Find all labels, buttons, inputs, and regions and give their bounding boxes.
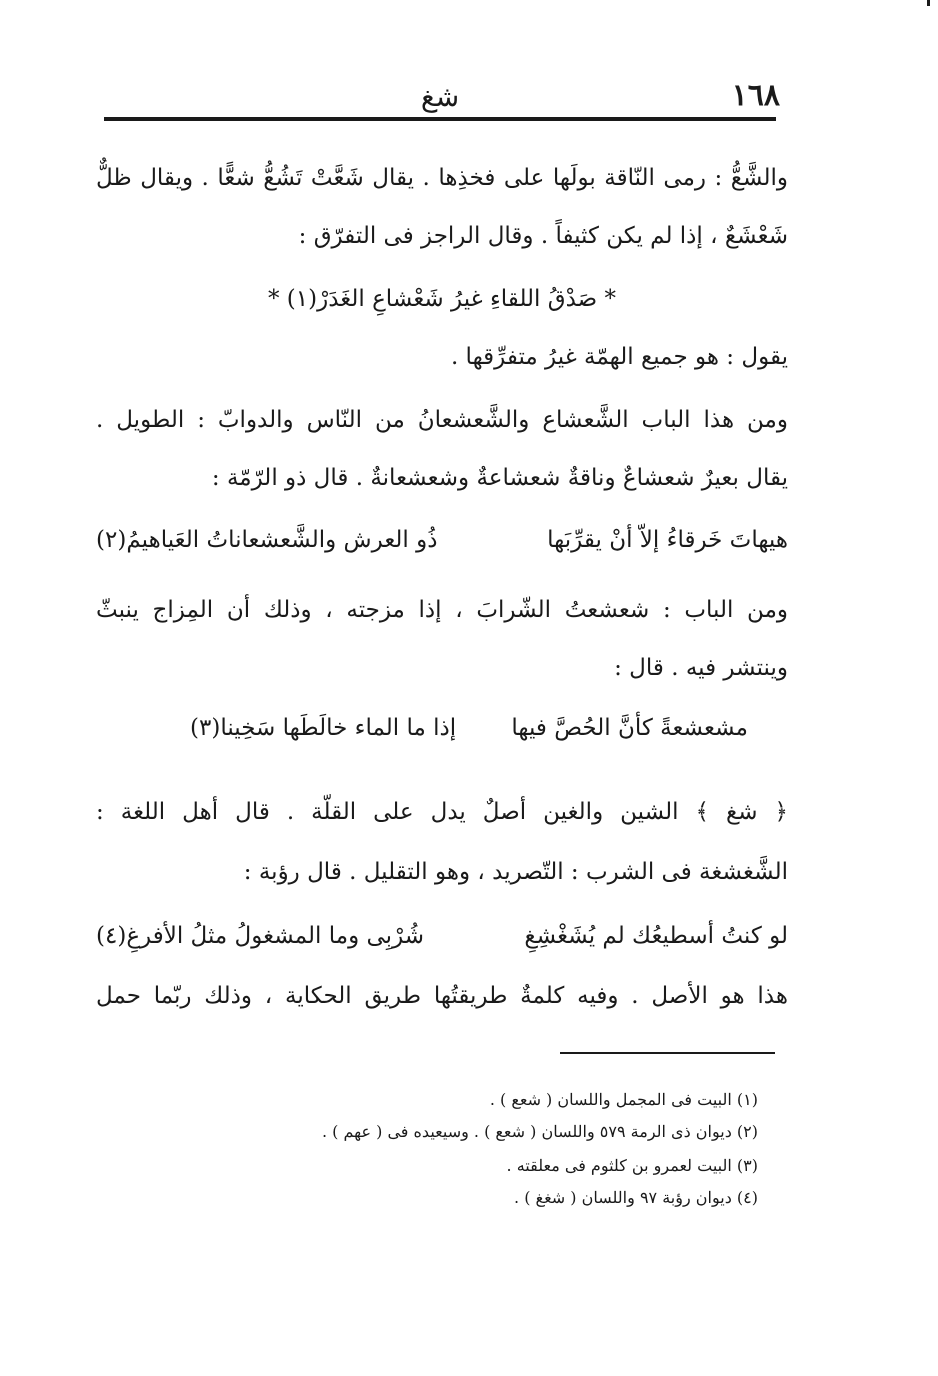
verse-second-hemistich: ذُو العرش والشَّعشعاناتُ العَياهيمُ(٢)	[96, 527, 438, 553]
body-line: وينتشر فيه . قال :	[614, 655, 788, 681]
footnote: (٢) ديوان ذى الرمة ٥٧٩ واللسان ( شعع ) . وسيعيده فى ( عهم ) .	[321, 1122, 758, 1141]
page-header	[100, 78, 780, 118]
verse-first-hemistich: لو كنتُ أسطيعُك لم يُشَغْشِغِ	[524, 923, 788, 949]
body-line: الشَّغشغة فى الشرب : التّصريد ، وهو التقليل . قال رؤبة :	[243, 859, 788, 885]
footnote: (٣) البيت لعمرو بن كلثوم فى معلقته .	[506, 1156, 758, 1175]
rajaz-verse: * صَدْقُ اللقاءِ غيرُ شَعْشاعِ الغَدَرْ(١) *	[267, 286, 617, 312]
body-line: والشَّعُّ : رمى النّاقة بولَها على فخذِها . يقال شَعَّتْ تَشُعُّ شعًّا . ويقال ظلٌّ	[96, 165, 788, 191]
verse-second-hemistich: شُرْبِى وما المشغولُ مثلُ الأفرغِ(٤)	[96, 923, 425, 949]
body-line: يقال بعيرٌ شعشاعٌ وناقةٌ شعشاعةٌ وشعشعانةٌ . قال ذو الرّمّة :	[211, 465, 788, 491]
verse-first-hemistich: مشعشعةً كأنَّ الحُصَّ فيها	[511, 715, 748, 741]
body-line: يقول : هو جميع الهمّة غيرُ متفرِّقها .	[450, 344, 788, 370]
footnote-rule	[560, 1052, 775, 1054]
verse-couplet	[96, 916, 788, 956]
verse-couplet	[190, 708, 748, 748]
page-number: ١٦٨	[731, 78, 780, 113]
running-head: شغ	[420, 80, 460, 113]
body-line: هذا هو الأصل . وفيه كلمةٌ طريقتُها طريق الحكاية ، وذلك ربّما حمل	[96, 983, 788, 1009]
body-line: ومن هذا الباب الشَّعشاع والشَّعشعانُ من النّاس والدوابّ : الطويل .	[96, 407, 788, 433]
verse-second-hemistich: إذا ما الماء خالَطَها سَخِينا(٣)	[190, 715, 457, 741]
verse-couplet	[96, 520, 788, 560]
body-line: ومن الباب : شعشعتُ الشّرابَ ، إذا مزجته ، وذلك أن المِزاج ينبثّ	[96, 597, 788, 623]
verse-first-hemistich: هيهاتَ خَرقاءُ إلاّ أنْ يقرِّبَها	[547, 527, 788, 553]
scan-edge-mark	[927, 0, 930, 6]
body-line: شَعْشَعٌ ، إذا لم يكن كثيفاً . وقال الراجز فى التفرّق :	[298, 223, 788, 249]
header-rule	[104, 117, 776, 121]
footnote: (١) البيت فى المجمل واللسان ( شعع ) .	[489, 1090, 758, 1109]
footnote: (٤) ديوان رؤبة ٩٧ واللسان ( شغغ ) .	[514, 1188, 758, 1207]
entry-heading-line: ﴿ شغ ﴾ الشين والغين أصلٌ يدل على القلّة . قال أهل اللغة :	[96, 799, 788, 825]
